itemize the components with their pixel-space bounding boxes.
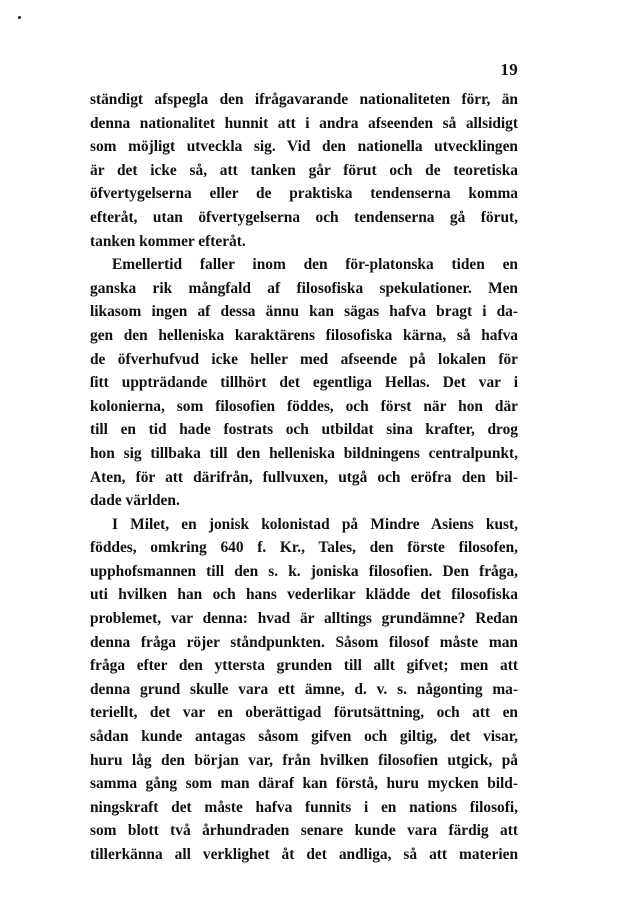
text-line: ſitt uppträdande tillhört det egentliga Hellas. Det var i xyxy=(90,374,518,392)
text-line: upphofsmannen till den s. k. joniska filosofien. Den fråga, xyxy=(90,562,518,580)
text-line: uti hvilken han och hans vederlikar klädde det filosofiska xyxy=(90,586,518,604)
text-line: kolonierna, som filosofien föddes, och först när hon där xyxy=(90,397,518,415)
text-line: fråga efter den yttersta grunden till allt gifvet; men att xyxy=(90,657,518,675)
text-line: tillerkänna all verklighet åt det andliga, så att materien xyxy=(90,846,518,863)
body-text xyxy=(90,88,518,867)
text-line: I Milet, en jonisk kolonistad på Mindre Asiens kust, xyxy=(112,515,518,533)
text-line: sådan kunde antagas såsom gifven och giltig, det visar, xyxy=(90,728,518,746)
text-line: efteråt, utan öfvertygelserna och tendenserna gå förut, xyxy=(90,208,518,226)
text-line: likasom ingen af dessa ännu kan sägas hafva bragt i da- xyxy=(90,303,518,321)
text-line: gen den helleniska karaktärens filosofiska kärna, så hafva xyxy=(90,326,518,344)
text-line: tanken kommer efteråt. xyxy=(90,232,246,250)
text-line: denna fråga röjer ståndpunkten. Såsom filosof måste man xyxy=(90,633,518,651)
text-line: huru låg den början var, från hvilken filosofien utgick, på xyxy=(90,751,518,769)
text-line: denna nationalitet hunnit att i andra afseenden så allsidigt xyxy=(90,114,518,132)
text-line: föddes, omkring 640 f. Kr., Tales, den förste filosofen, xyxy=(90,539,518,557)
text-line: som blott två århundraden senare kunde vara färdig att xyxy=(90,822,518,840)
text-line: hon sig tillbaka till den helleniska bildningens centralpunkt, xyxy=(90,444,518,462)
text-line: Emellertid faller inom den för-platonska tiden en xyxy=(112,256,518,274)
text-line: som möjligt utveckla sig. Vid den nationella utvecklingen xyxy=(90,138,518,156)
text-line: ningskraft det måste hafva funnits i en nations filosofi, xyxy=(90,798,518,816)
text-line: de öfverhufvud icke heller med afseende på lokalen för xyxy=(90,350,518,368)
text-line: öfvertygelserna eller de praktiska tendenserna komma xyxy=(90,185,518,203)
text-line: ständigt afspegla den ifrågavarande nationaliteten förr, än xyxy=(90,91,518,108)
page-number: 19 xyxy=(500,60,518,79)
text-line: dade världen. xyxy=(90,492,180,510)
text-line: denna grund skulle vara ett ämne, d. v. s. någonting ma- xyxy=(90,680,518,698)
ink-speck xyxy=(18,16,21,19)
text-line: Aten, för att därifrån, fullvuxen, utgå och eröfra den bil- xyxy=(90,468,518,486)
text-line: problemet, var denna: hvad är alltings grundämne? Redan xyxy=(90,610,518,628)
text-line: ganska rik mångfald af filosofiska spekulationer. Men xyxy=(90,279,518,297)
text-line: till en tid hade fostrats och utbildat sina krafter, drog xyxy=(90,421,518,439)
text-line: är det icke så, att tanken går förut och de teoretiska xyxy=(90,161,518,179)
text-line: samma gång som man däraf kan förstå, huru mycken bild- xyxy=(90,775,518,793)
text-line: teriellt, det var en oberättigad förutsättning, och att en xyxy=(90,704,518,722)
